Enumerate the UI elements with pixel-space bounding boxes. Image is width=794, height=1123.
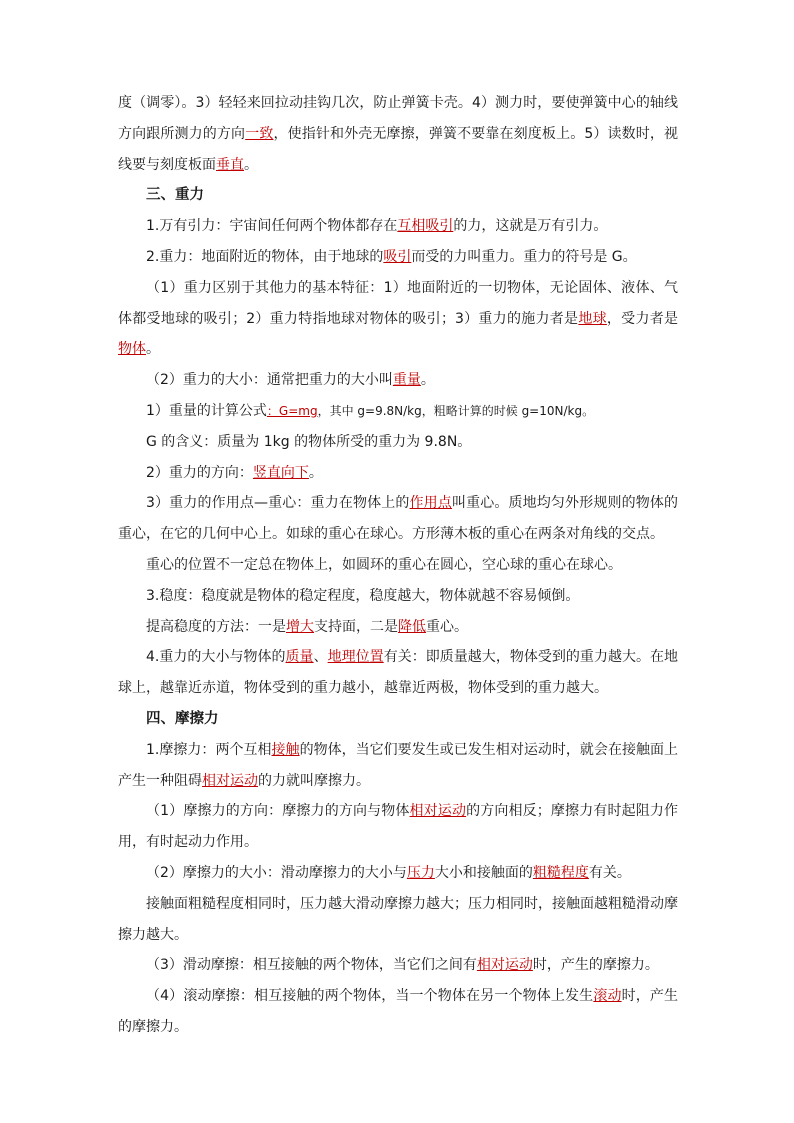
paragraph [118, 88, 678, 180]
section-heading [118, 704, 678, 735]
paragraph [118, 642, 678, 704]
answer-blank: 降低 [398, 618, 426, 635]
answer-blank: 粗糙程度 [532, 864, 589, 881]
text-run: 、 [313, 649, 328, 666]
answer-blank: 作用点 [409, 495, 452, 512]
answer-blank: 相对运动 [202, 772, 258, 789]
text-run: 重心。 [426, 618, 468, 635]
answer-blank: ：G=mg [266, 403, 318, 418]
text-run: 的方向相反；摩擦力有时起阻力作用，有时起动力作用。 [118, 803, 679, 851]
text-run: 支持面，二是 [314, 618, 398, 635]
text-run: 大小和接触面的 [434, 864, 533, 881]
text-run: 。 [244, 156, 258, 173]
text-run: 的物体，当它们要发生或已发生相对运动时，就会在接触面上产生一种阻碍 [118, 741, 679, 789]
paragraph [118, 458, 678, 489]
answer-blank: 吸引 [383, 248, 412, 265]
paragraph [118, 396, 678, 427]
text-run: 3.稳度：稳度就是物体的稳定程度，稳度越大，物体就越不容易倾倒。 [146, 587, 580, 604]
text-run: 1.万有引力：宇宙间任何两个物体都存在 [146, 218, 398, 235]
text-run: 有关。 [588, 864, 631, 881]
text-run: 度（调零）。3）轻轻来回拉动挂钩几次，防止弹簧卡壳。4）测力时，要使弹簧中心的轴线方向跟所测力的方向 [118, 95, 678, 142]
text-run: 。 [420, 372, 435, 389]
section-heading [118, 180, 678, 211]
answer-blank: 质量 [285, 649, 314, 666]
text-run: （2）摩擦力的大小：滑动摩擦力的大小与 [146, 864, 407, 881]
text-run: 四、摩擦力 [146, 710, 219, 727]
text-run: 时，产生的摩擦力。 [118, 988, 679, 1035]
text-run: （2）重力的大小：通常把重力的大小叫 [146, 372, 393, 389]
text-run: G 的含义：质量为 1kg 的物体所受的重力为 9.8N。 [146, 433, 472, 450]
text-run: 有关：即质量越大，物体受到的重力越大。在地球上，越靠近赤道，物体受到的重力越小，越靠近两极，物体受到的重力越大。 [118, 649, 679, 697]
answer-blank: 重量 [392, 372, 421, 389]
text-run: 2.重力：地面附近的物体，由于地球的 [146, 248, 384, 265]
text-run: （3）滑动摩擦：相互接触的两个物体，当它们之间有 [146, 957, 477, 974]
text-run: 时，产生的摩擦力。 [532, 957, 659, 974]
answer-blank: 压力 [406, 864, 435, 881]
paragraph [118, 365, 678, 396]
text-run: 4.重力的大小与物体的 [146, 649, 286, 666]
text-run: 叫重心。质地均匀外形规则的物体的重心，在它的几何中心上。如球的重心在球心。方形薄木板的重心在两条对角线的交点。 [118, 495, 679, 543]
text-run: （4）滚动摩擦：相互接触的两个物体，当一个物体在另一个物体上发生 [146, 988, 594, 1005]
text-run: （1）重力区别于其他力的基本特征：1）地面附近的一切物体，无论固体、液体、气体都受地球的吸引；2）重力特指地球对物体的吸引；3）重力的施力者是 [118, 279, 678, 327]
paragraph [118, 488, 678, 550]
text-run: ，受力者是 [606, 310, 679, 327]
paragraph [118, 550, 678, 581]
answer-blank: 接触 [271, 741, 300, 758]
paragraph [118, 889, 678, 951]
answer-blank: 垂直 [216, 156, 244, 173]
answer-blank: 滚动 [593, 988, 622, 1005]
text-run: 提高稳度的方法：一是 [146, 618, 286, 635]
answer-blank: 相对运动 [409, 803, 467, 820]
answer-blank: 增大 [286, 618, 314, 635]
answer-blank: 地球 [578, 310, 607, 327]
text-run: 重心的位置不一定总在物体上，如圆环的重心在圆心，空心球的重心在球心。 [146, 556, 622, 573]
paragraph [118, 735, 678, 797]
text-run: 。 [146, 341, 160, 358]
answer-blank: 竖直向下 [252, 464, 309, 481]
text-run: 1）重量的计算公式 [146, 402, 267, 419]
text-run: ，使指针和外壳无摩擦，弹簧不要靠在刻度板上。5）读数时，视线要与刻度板面 [118, 125, 679, 173]
answer-blank: 地理位置 [327, 649, 384, 666]
answer-blank: 互相吸引 [397, 218, 454, 235]
text-run: 的力就叫摩擦力。 [258, 772, 370, 789]
text-run: ，其中 g=9.8N/kg，粗略计算的时候 g=10N/kg。 [317, 403, 595, 418]
paragraph [118, 427, 678, 458]
text-run: 3）重力的作用点—重心：重力在物体上的 [146, 495, 410, 512]
paragraph [118, 612, 678, 643]
answer-blank: 相对运动 [476, 957, 533, 974]
text-run: 1.摩擦力：两个互相 [146, 741, 272, 758]
document-body [118, 88, 678, 1043]
text-run: 。 [308, 464, 323, 481]
paragraph [118, 581, 678, 612]
text-run: 接触面粗糙程度相同时，压力越大滑动摩擦力越大；压力相同时，接触面越粗糙滑动摩擦力越大。 [118, 895, 678, 943]
text-run: 的力，这就是万有引力。 [453, 218, 608, 235]
paragraph [118, 981, 678, 1043]
text-run: 三、重力 [146, 187, 204, 204]
text-run: （1）摩擦力的方向：摩擦力的方向与物体 [146, 803, 410, 820]
paragraph [118, 796, 678, 858]
text-run: 2）重力的方向： [146, 464, 253, 481]
paragraph [118, 858, 678, 889]
answer-blank: 物体 [118, 341, 146, 358]
paragraph [118, 950, 678, 981]
paragraph [118, 211, 678, 242]
answer-blank: 一致 [245, 125, 274, 142]
paragraph [118, 273, 678, 365]
text-run: 而受的力叫重力。重力的符号是 G。 [411, 248, 637, 265]
paragraph [118, 242, 678, 273]
